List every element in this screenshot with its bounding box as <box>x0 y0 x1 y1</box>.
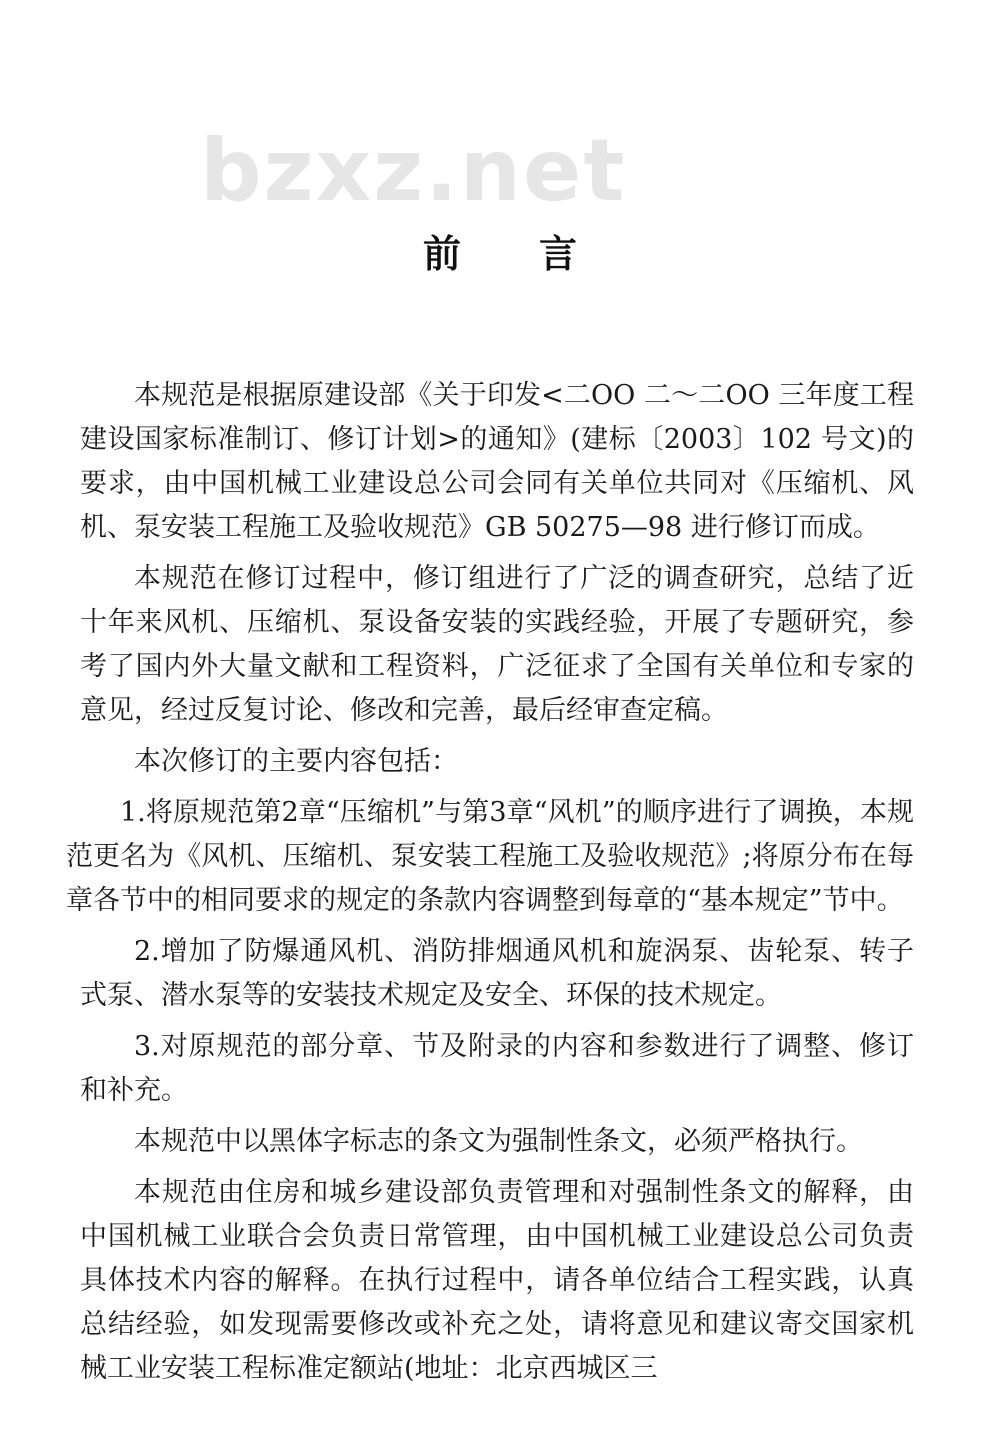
paragraph-1: 本规范是根据原建设部《关于印发<二OO 二～二OO 三年度工程建设国家标准制订、修订计划>的通知》(建标〔2003〕102 号文)的要求，由中国机械工业建设总公司会同有关单位共同对《压缩机、风机、泵安装工程施工及验收规范》GB 50275—98 进行修订而成。 <box>80 380 914 543</box>
paragraph-7: 本规范中以黑体字标志的条文为强制性条文，必须严格执行。 <box>134 1126 863 1157</box>
watermark: bzxz.net <box>200 121 627 221</box>
title-char-2: 言 <box>539 232 578 276</box>
paragraph-8: 本规范由住房和城乡建设部负责管理和对强制性条文的解释，由中国机械工业联合会负责日常管理，由中国机械工业建设总公司负责具体技术内容的解释。在执行过程中，请各单位结合工程实践，认真总结经验，如发现需要修改或补充之处，请将意见和建议寄交国家机械工业安装工程标准定额站(地址：北京西城区三 <box>80 1177 914 1384</box>
paragraph-6: 3.对原规范的部分章、节及附录的内容和参数进行了调整、修订和补充。 <box>80 1031 914 1106</box>
paragraph-2: 本规范在修订过程中，修订组进行了广泛的调查研究，总结了近十年来风机、压缩机、泵设备安装的实践经验，开展了专题研究，参考了国内外大量文献和工程资料，广泛征求了全国有关单位和专家的意见，经过反复讨论、修改和完善，最后经审查定稿。 <box>80 563 914 726</box>
paragraph-5: 2.增加了防爆通风机、消防排烟通风机和旋涡泵、齿轮泵、转子式泵、潜水泵等的安装技术规定及安全、环保的技术规定。 <box>80 936 914 1011</box>
preface-body <box>66 374 914 1398</box>
paragraph-3: 本次修订的主要内容包括： <box>134 746 458 777</box>
paragraph-4: 1.将原规范第2章“压缩机”与第3章“风机”的顺序进行了调换，本规范更名为《风机、压缩机、泵安装工程施工及验收规范》;将原分布在每章各节中的相同要求的规定的条款内容调整到每章的“基本规定”节中。 <box>66 797 914 916</box>
page-title <box>0 232 1000 278</box>
title-char-1: 前 <box>422 232 461 276</box>
